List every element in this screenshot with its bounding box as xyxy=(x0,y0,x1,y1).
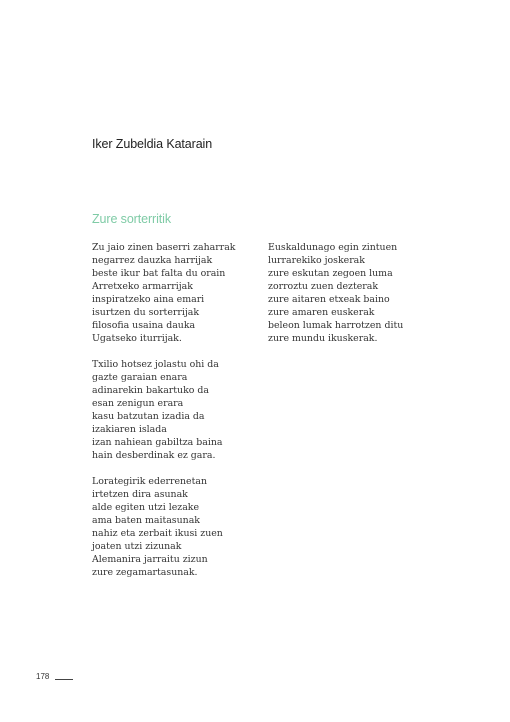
verse-line: Euskaldunago egin zintuen xyxy=(268,242,398,253)
verse-line: irtetzen dira asunak xyxy=(92,489,188,500)
poem-title: Zure sorterritik xyxy=(92,212,171,226)
page-footer xyxy=(36,672,73,681)
verse-line: zure amaren euskerak xyxy=(268,307,375,318)
verse-line: gazte garaian enara xyxy=(92,372,188,383)
verse-line: beste ikur bat falta du orain xyxy=(92,268,226,279)
verse-line: zorroztu zuen dezterak xyxy=(268,281,379,292)
verse-line: ama baten maitasunak xyxy=(92,515,200,526)
verse-line: kasu batzutan izadia da xyxy=(92,411,205,422)
verse-line: hain desberdinak ez gara. xyxy=(92,450,216,461)
verse-line: beleon lumak harrotzen ditu xyxy=(268,320,404,331)
verse-line: zure eskutan zegoen luma xyxy=(268,268,393,279)
stanza xyxy=(268,241,403,345)
poem-column-left xyxy=(92,241,235,592)
verse-line: nahiz eta zerbait ikusi zuen xyxy=(92,528,223,539)
verse-line: negarrez dauzka harrijak xyxy=(92,255,213,266)
page-number: 178 xyxy=(36,672,50,681)
verse-line: izakiaren islada xyxy=(92,424,167,435)
verse-line: izan nahiean gabiltza baina xyxy=(92,437,223,448)
verse-line: inspiratzeko aina emari xyxy=(92,294,205,305)
verse-line: filosofia usaina dauka xyxy=(92,320,196,331)
verse-line: Zu jaio zinen baserri zaharrak xyxy=(92,242,236,253)
verse-line: Alemanira jarraitu zizun xyxy=(92,554,208,565)
poem-column-right xyxy=(268,241,403,358)
verse-line: esan zenigun erara xyxy=(92,398,184,409)
verse-line: Ugatseko iturrijak. xyxy=(92,333,182,344)
verse-line: alde egiten utzi lezake xyxy=(92,502,200,513)
verse-line: Lorategirik ederrenetan xyxy=(92,476,207,487)
verse-line: Txilio hotsez jolastu ohi da xyxy=(92,359,219,370)
verse-line: zure zegamartasunak. xyxy=(92,567,198,578)
verse-line: zure mundu ikuskerak. xyxy=(268,333,378,344)
author-name: Iker Zubeldia Katarain xyxy=(92,137,213,151)
footer-rule xyxy=(55,679,73,680)
stanza xyxy=(92,475,235,579)
verse-line: joaten utzi zizunak xyxy=(92,541,182,552)
verse-line: zure aitaren etxeak baino xyxy=(268,294,390,305)
stanza xyxy=(92,358,235,462)
stanza xyxy=(92,241,235,345)
verse-line: isurtzen du sorterrijak xyxy=(92,307,200,318)
verse-line: adinarekin bakartuko da xyxy=(92,385,209,396)
verse-line: Arretxeko armarrijak xyxy=(92,281,193,292)
verse-line: lurrarekiko joskerak xyxy=(268,255,365,266)
